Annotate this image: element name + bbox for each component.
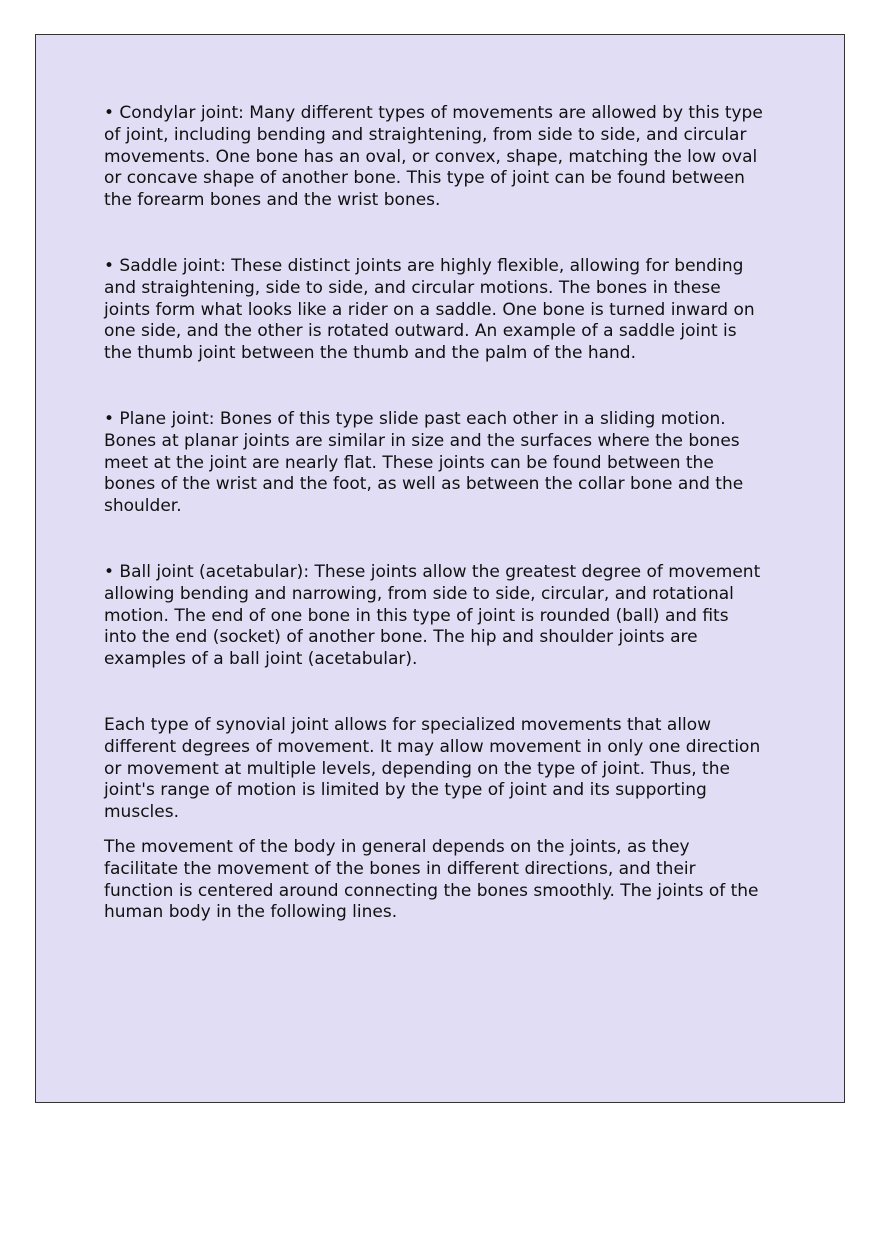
paragraph-body-movement: The movement of the body in general depends on the joints, as they facilitate the movement of the bones in different directions, and their function is centered around connecting the bones smoothly. The joints of the human body in the following lines. [104,836,759,923]
paragraph-spacer [104,671,784,715]
paragraph-plane-joint: • Plane joint: Bones of this type slide past each other in a sliding motion. Bones at planar joints are similar in size and the surfaces where the bones meet at the joint are nearly flat. These joints can be found between the bones of the wrist and the foot, as well as between the collar bone and the shoulder. [104,408,744,517]
paragraph-spacer [104,365,784,409]
paragraph-spacer [104,212,784,256]
content-panel [35,34,845,1103]
document-body [104,103,784,924]
paragraph-spacer [104,518,784,562]
paragraph-spacer [104,824,784,837]
paragraph-ball-joint: • Ball joint (acetabular): These joints allow the greatest degree of movement allowing bending and narrowing, from side to side, circular, and rotational motion. The end of one bone in this type of joint is rounded (ball) and fits into the end (socket) of another bone. The hip and shoulder joints are examples of a ball joint (acetabular). [104,561,761,670]
paragraph-synovial-summary: Each type of synovial joint allows for specialized movements that allow different degrees of movement. It may allow movement in only one direction or movement at multiple levels, depending on the type of joint. Thus, the joint's range of motion is limited by the type of joint and its supporting muscles. [104,714,761,823]
paragraph-condylar-joint: • Condylar joint: Many different types of movements are allowed by this type of joint, including bending and straightening, from side to side, and circular movements. One bone has an oval, or convex, shape, matching the low oval or concave shape of another bone. This type of joint can be found between the forearm bones and the wrist bones. [104,103,763,211]
paragraph-saddle-joint: • Saddle joint: These distinct joints are highly flexible, allowing for bending and straightening, side to side, and circular motions. The bones in these joints form what looks like a rider on a saddle. One bone is turned inward on one side, and the other is rotated outward. An example of a saddle joint is the thumb joint between the thumb and the palm of the hand. [104,255,755,364]
